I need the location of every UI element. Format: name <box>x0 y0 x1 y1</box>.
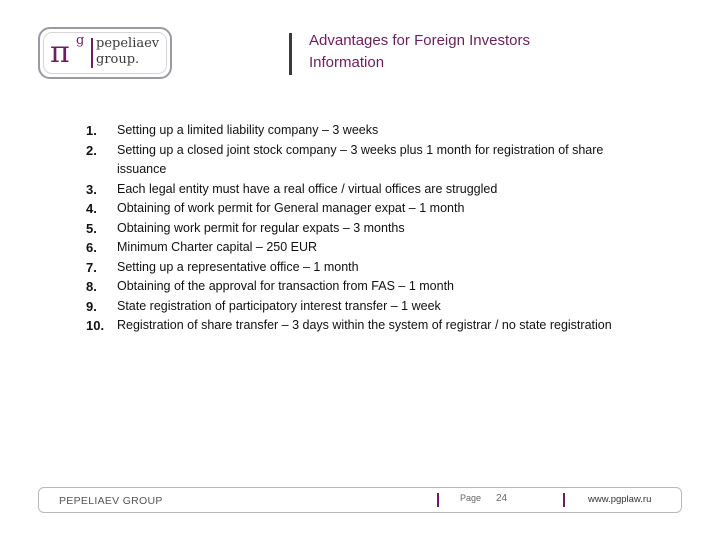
list-item-text: Setting up a closed joint stock company – 3 weeks plus 1 month for registration of share issuance <box>117 142 604 176</box>
company-logo <box>38 27 172 79</box>
list-item-number: 2. <box>86 142 97 158</box>
footer-bar <box>38 487 682 513</box>
list-item-text: Setting up a representative office – 1 month <box>117 259 359 274</box>
list-item <box>86 141 626 180</box>
list-item-text: Obtaining work permit for regular expats – 3 months <box>117 220 405 235</box>
slide-title-line-2: Information <box>309 54 385 71</box>
slide-title-line-1: Advantages for Foreign Investors <box>309 32 530 49</box>
list-item <box>86 297 626 317</box>
list-item <box>86 199 626 219</box>
list-item-number: 9. <box>86 298 97 314</box>
list-item-number: 1. <box>86 123 97 138</box>
logo-wordmark <box>96 36 159 68</box>
logo-g-superscript: g <box>76 33 85 48</box>
list-item-text: Setting up a limited liability company – 3 weeks <box>117 123 379 137</box>
numbered-list <box>86 121 626 336</box>
logo-divider <box>91 38 93 68</box>
logo-line-1: pepeliaev <box>96 36 160 51</box>
list-item-number: 3. <box>86 181 97 197</box>
list-item <box>86 121 626 141</box>
footer-page-number: 24 <box>496 493 508 504</box>
list-item-text: Obtaining of the approval for transaction from FAS – 1 month <box>117 279 454 293</box>
list-item <box>86 219 626 239</box>
list-item <box>86 277 626 297</box>
list-item-text: State registration of participatory interest transfer – 1 week <box>117 298 441 313</box>
list-item <box>86 238 626 258</box>
footer-company-name: PEPELIAEV GROUP <box>59 495 163 507</box>
list-item-text: Each legal entity must have a real office / virtual offices are struggled <box>117 181 498 196</box>
list-item-number: 7. <box>86 259 97 275</box>
logo-pi-symbol: π <box>50 35 70 70</box>
list-item-number: 6. <box>86 240 97 255</box>
list-item <box>86 258 626 278</box>
footer-page-label: Page <box>460 493 482 503</box>
list-item-text: Obtaining of work permit for General manager expat – 1 month <box>117 201 465 215</box>
footer-separator <box>437 493 439 507</box>
list-item-number: 8. <box>86 279 97 294</box>
list-item-text: Minimum Charter capital – 250 EUR <box>117 240 318 254</box>
list-item-number: 4. <box>86 201 97 216</box>
header-divider <box>289 33 292 75</box>
list-item <box>86 316 626 336</box>
footer-url-link[interactable]: www.pgplaw.ru <box>588 494 652 505</box>
footer-separator <box>563 493 565 507</box>
list-item <box>86 180 626 200</box>
logo-line-2: group. <box>96 52 140 67</box>
list-item-number: 5. <box>86 220 97 236</box>
list-item-number: 10. <box>86 318 105 333</box>
slide-title <box>309 30 530 74</box>
list-item-text: Registration of share transfer – 3 days within the system of registrar / no state registration <box>117 318 612 332</box>
